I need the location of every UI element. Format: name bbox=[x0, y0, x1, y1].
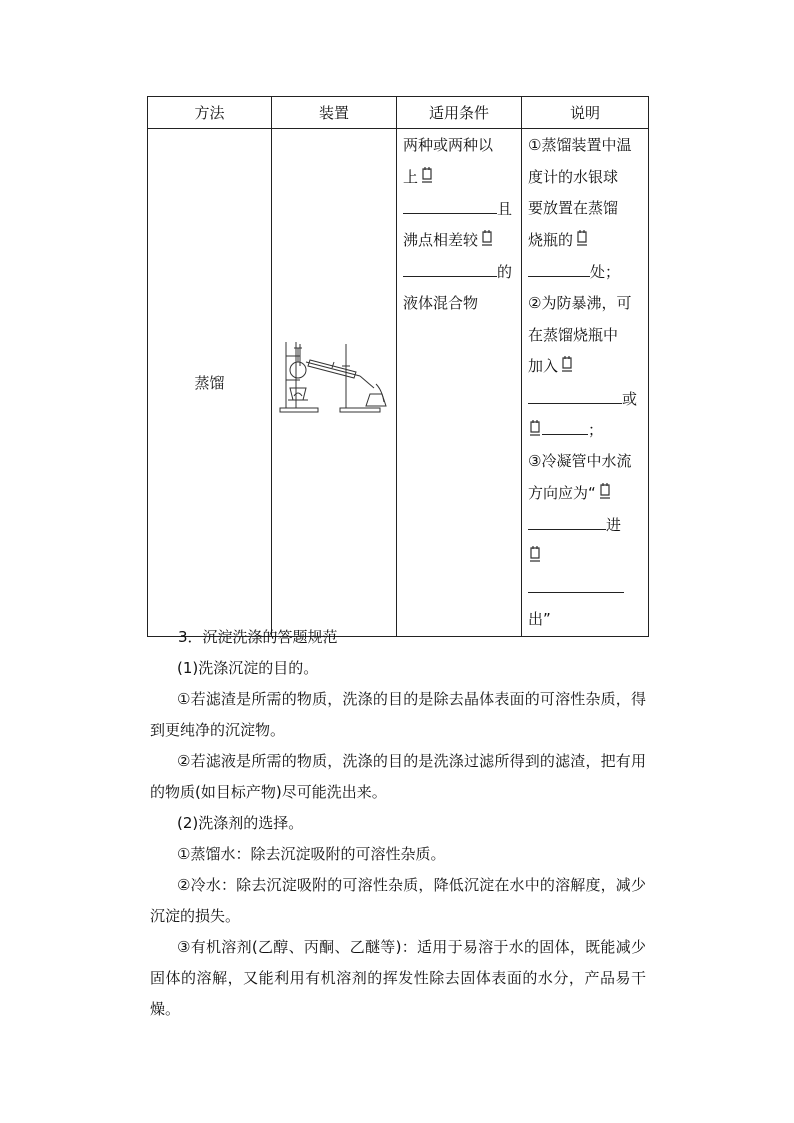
subsection-title: (1)洗涤沉淀的目的。 bbox=[177, 659, 319, 677]
notes-line bbox=[528, 541, 648, 573]
method-cell: 蒸馏 bbox=[148, 129, 272, 637]
answer-blank bbox=[528, 256, 590, 277]
notes-line bbox=[528, 572, 648, 604]
notes-text: 方向应为“ bbox=[528, 483, 596, 502]
notes-text: 加入 bbox=[528, 357, 559, 376]
answer-marker-icon bbox=[528, 419, 542, 437]
notes-line: 在蒸馏烧瓶中 bbox=[528, 325, 619, 344]
paragraph: ③有机溶剂(乙醇、丙酮、乙醚等)：适用于易溶于水的固体，既能减少固体的溶解，又能利用有机溶剂的挥发性除去固体表面的水分，产品易干燥。 bbox=[150, 938, 646, 1018]
answer-blank bbox=[542, 414, 588, 435]
answer-blank bbox=[528, 383, 622, 404]
conditions-line: 两种或两种以 bbox=[403, 136, 494, 154]
section-heading: 3．沉淀洗涤的答题规范 bbox=[178, 628, 338, 646]
conditions-line bbox=[403, 256, 521, 288]
notes-text: 进 bbox=[606, 516, 622, 535]
methods-table bbox=[147, 96, 649, 637]
answer-blank bbox=[528, 509, 606, 530]
answer-blank bbox=[403, 256, 497, 277]
answer-blank bbox=[528, 572, 624, 593]
conditions-text: 上 bbox=[403, 167, 419, 186]
washing-section bbox=[150, 622, 646, 1025]
paragraph: ②若滤液是所需的物质，洗涤的目的是洗涤过滤所得到的滤渣，把有用的物质(如目标产物)尽可能洗出来。 bbox=[150, 752, 646, 801]
distillation-apparatus-icon bbox=[278, 336, 390, 416]
paragraph: ①若滤渣是所需的物质，洗涤的目的是除去晶体表面的可溶性杂质，得到更纯净的沉淀物。 bbox=[150, 690, 646, 739]
notes-line: 出” bbox=[528, 609, 551, 628]
notes-text: 处； bbox=[590, 263, 621, 282]
notes-line bbox=[528, 351, 648, 383]
notes-cell bbox=[522, 129, 649, 637]
notes-text: 烧瓶的 bbox=[528, 230, 574, 249]
paragraph: ①蒸馏水：除去沉淀吸附的可溶性杂质。 bbox=[177, 845, 446, 863]
notes-line: ②为防暴沸，可 bbox=[528, 293, 632, 312]
table-header-row bbox=[148, 97, 649, 129]
notes-line: 要放置在蒸馏 bbox=[528, 199, 619, 218]
answer-marker-icon bbox=[575, 229, 589, 247]
header-conditions: 适用条件 bbox=[397, 97, 522, 129]
answer-marker-icon bbox=[560, 355, 574, 373]
answer-marker-icon bbox=[480, 229, 494, 247]
answer-marker-icon bbox=[598, 482, 612, 500]
answer-marker-icon bbox=[528, 545, 542, 563]
subsection-title: (2)洗涤剂的选择。 bbox=[177, 814, 304, 832]
conditions-line: 液体混合物 bbox=[403, 293, 479, 312]
paragraph: ②冷水：除去沉淀吸附的可溶性杂质，降低沉淀在水中的溶解度，减少沉淀的损失。 bbox=[150, 876, 646, 925]
conditions-cell bbox=[397, 129, 522, 637]
conditions-line bbox=[403, 225, 521, 257]
answer-marker-icon bbox=[420, 166, 434, 184]
header-notes: 说明 bbox=[522, 97, 649, 129]
notes-line bbox=[528, 225, 648, 257]
conditions-line bbox=[403, 193, 521, 225]
apparatus-cell bbox=[272, 129, 397, 637]
conditions-text: 的 bbox=[497, 263, 513, 282]
notes-line bbox=[528, 256, 648, 288]
notes-text: 或 bbox=[622, 389, 638, 408]
notes-line: ①蒸馏装置中温 bbox=[528, 136, 632, 154]
header-apparatus: 装置 bbox=[272, 97, 397, 129]
notes-line bbox=[528, 414, 648, 446]
conditions-text: 且 bbox=[497, 200, 513, 219]
notes-line bbox=[528, 478, 648, 510]
notes-line bbox=[528, 383, 648, 415]
notes-line: ③冷凝管中水流 bbox=[528, 451, 632, 470]
conditions-line bbox=[403, 162, 521, 194]
table-row bbox=[148, 129, 649, 637]
notes-text: ； bbox=[588, 421, 604, 440]
notes-line bbox=[528, 509, 648, 541]
conditions-text: 沸点相差较 bbox=[403, 230, 479, 249]
notes-line: 度计的水银球 bbox=[528, 167, 619, 186]
header-method: 方法 bbox=[148, 97, 272, 129]
answer-blank bbox=[403, 193, 497, 214]
